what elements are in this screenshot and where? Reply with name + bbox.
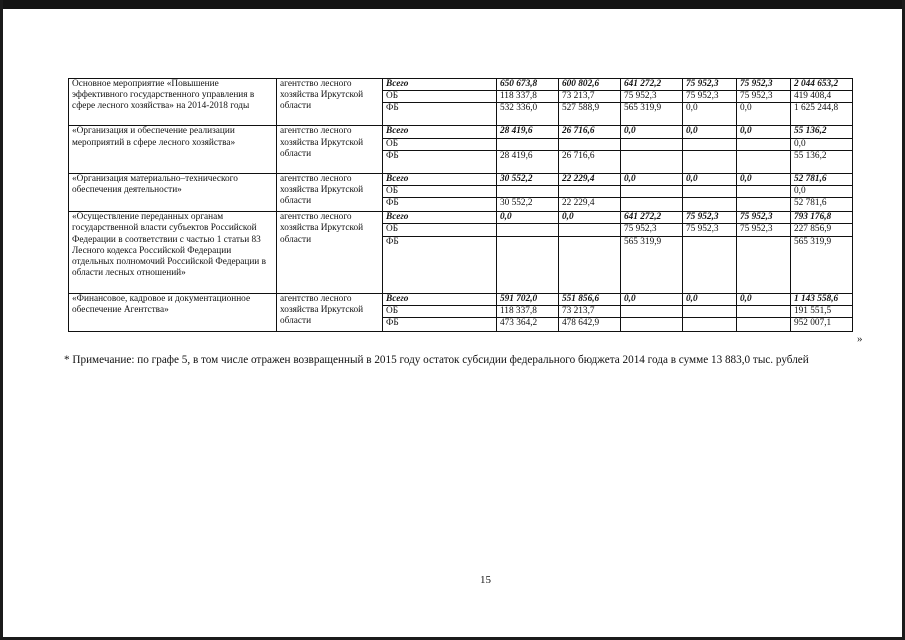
amount-cell bbox=[737, 186, 791, 198]
amount-cell: 0,0 bbox=[683, 173, 737, 185]
scan-border-top bbox=[0, 0, 905, 9]
funding-type: Всего bbox=[383, 293, 497, 305]
amount-cell bbox=[621, 150, 683, 173]
amount-cell bbox=[621, 138, 683, 150]
amount-cell bbox=[683, 150, 737, 173]
amount-cell: 22 229,4 bbox=[559, 198, 621, 212]
table-row bbox=[69, 173, 853, 185]
amount-cell: 641 272,2 bbox=[621, 212, 683, 224]
table-row bbox=[69, 212, 853, 224]
funding-type: ОБ bbox=[383, 138, 497, 150]
amount-cell: 0,0 bbox=[791, 186, 853, 198]
amount-cell: 0,0 bbox=[621, 173, 683, 185]
amount-cell: 55 136,2 bbox=[791, 150, 853, 173]
amount-cell: 532 336,0 bbox=[497, 103, 559, 126]
amount-cell: 28 419,6 bbox=[497, 150, 559, 173]
amount-cell: 793 176,8 bbox=[791, 212, 853, 224]
amount-cell bbox=[497, 236, 559, 293]
table-row bbox=[69, 126, 853, 138]
amount-cell bbox=[683, 186, 737, 198]
funding-type: ОБ bbox=[383, 186, 497, 198]
funding-type: ОБ bbox=[383, 305, 497, 317]
amount-cell: 0,0 bbox=[791, 138, 853, 150]
amount-cell bbox=[559, 138, 621, 150]
amount-cell: 75 952,3 bbox=[621, 224, 683, 236]
amount-cell: 952 007,1 bbox=[791, 318, 853, 332]
measure-name: «Осуществление переданных органам государственной власти субъектов Российской Федерации в соответствии с частью 1 статьи 83 Лесного кодекса Российской Федерации отдельных полномочий Российской Федерации в области лесных отношений» bbox=[69, 212, 277, 293]
closing-quote: » bbox=[857, 333, 863, 345]
amount-cell: 75 952,3 bbox=[737, 79, 791, 91]
amount-cell bbox=[737, 305, 791, 317]
amount-cell bbox=[497, 224, 559, 236]
measure-name: «Финансовое, кадровое и документационное обеспечение Агентства» bbox=[69, 293, 277, 331]
amount-cell: 478 642,9 bbox=[559, 318, 621, 332]
amount-cell: 641 272,2 bbox=[621, 79, 683, 91]
funding-type: ФБ bbox=[383, 236, 497, 293]
scan-border-left bbox=[0, 0, 3, 640]
amount-cell bbox=[497, 186, 559, 198]
table-row bbox=[69, 79, 853, 91]
executor: агентство лесного хозяйства Иркутской области bbox=[277, 173, 383, 211]
amount-cell: 26 716,6 bbox=[559, 150, 621, 173]
amount-cell: 52 781,6 bbox=[791, 198, 853, 212]
amount-cell bbox=[621, 198, 683, 212]
measure-name: Основное мероприятие «Повышение эффективного государственного управления в сфере лесного хозяйства» на 2014-2018 годы bbox=[69, 79, 277, 126]
amount-cell: 1 143 558,6 bbox=[791, 293, 853, 305]
amount-cell bbox=[737, 150, 791, 173]
amount-cell: 30 552,2 bbox=[497, 173, 559, 185]
funding-type: ФБ bbox=[383, 103, 497, 126]
funding-type: Всего bbox=[383, 126, 497, 138]
amount-cell: 75 952,3 bbox=[737, 224, 791, 236]
funding-type: ОБ bbox=[383, 224, 497, 236]
amount-cell: 75 952,3 bbox=[621, 91, 683, 103]
amount-cell: 28 419,6 bbox=[497, 126, 559, 138]
amount-cell bbox=[683, 198, 737, 212]
amount-cell: 565 319,9 bbox=[621, 236, 683, 293]
amount-cell: 0,0 bbox=[737, 173, 791, 185]
amount-cell: 73 213,7 bbox=[559, 305, 621, 317]
amount-cell bbox=[737, 318, 791, 332]
amount-cell: 0,0 bbox=[683, 126, 737, 138]
page-number: 15 bbox=[480, 574, 491, 586]
amount-cell: 419 408,4 bbox=[791, 91, 853, 103]
amount-cell bbox=[683, 318, 737, 332]
executor: агентство лесного хозяйства Иркутской области bbox=[277, 212, 383, 293]
amount-cell: 591 702,0 bbox=[497, 293, 559, 305]
amount-cell bbox=[559, 186, 621, 198]
amount-cell bbox=[559, 236, 621, 293]
executor: агентство лесного хозяйства Иркутской области bbox=[277, 293, 383, 331]
budget-table bbox=[68, 78, 853, 332]
amount-cell bbox=[559, 224, 621, 236]
amount-cell: 527 588,9 bbox=[559, 103, 621, 126]
amount-cell: 73 213,7 bbox=[559, 91, 621, 103]
amount-cell: 565 319,9 bbox=[791, 236, 853, 293]
amount-cell: 1 625 244,8 bbox=[791, 103, 853, 126]
amount-cell bbox=[737, 236, 791, 293]
funding-type: ФБ bbox=[383, 150, 497, 173]
amount-cell: 52 781,6 bbox=[791, 173, 853, 185]
amount-cell: 565 319,9 bbox=[621, 103, 683, 126]
amount-cell: 600 802,6 bbox=[559, 79, 621, 91]
amount-cell: 118 337,8 bbox=[497, 91, 559, 103]
funding-type: Всего bbox=[383, 212, 497, 224]
amount-cell: 22 229,4 bbox=[559, 173, 621, 185]
amount-cell: 118 337,8 bbox=[497, 305, 559, 317]
amount-cell: 26 716,6 bbox=[559, 126, 621, 138]
amount-cell: 75 952,3 bbox=[683, 91, 737, 103]
amount-cell: 2 044 653,2 bbox=[791, 79, 853, 91]
executor: агентство лесного хозяйства Иркутской области bbox=[277, 79, 383, 126]
funding-type: ФБ bbox=[383, 198, 497, 212]
amount-cell: 75 952,3 bbox=[683, 79, 737, 91]
amount-cell: 75 952,3 bbox=[737, 212, 791, 224]
amount-cell: 551 856,6 bbox=[559, 293, 621, 305]
amount-cell: 473 364,2 bbox=[497, 318, 559, 332]
funding-type: Всего bbox=[383, 173, 497, 185]
amount-cell bbox=[683, 305, 737, 317]
amount-cell bbox=[683, 236, 737, 293]
amount-cell: 0,0 bbox=[621, 126, 683, 138]
amount-cell: 650 673,8 bbox=[497, 79, 559, 91]
amount-cell bbox=[621, 318, 683, 332]
amount-cell bbox=[497, 138, 559, 150]
funding-type: ОБ bbox=[383, 91, 497, 103]
amount-cell: 0,0 bbox=[559, 212, 621, 224]
amount-cell: 55 136,2 bbox=[791, 126, 853, 138]
amount-cell: 0,0 bbox=[737, 126, 791, 138]
amount-cell: 0,0 bbox=[683, 103, 737, 126]
funding-type: ФБ bbox=[383, 318, 497, 332]
footnote: * Примечание: по графе 5, в том числе отражен возвращенный в 2015 году остаток субсидии федерального бюджета 2014 года в сумме 13 883,0 тыс. рублей bbox=[64, 354, 809, 366]
amount-cell: 0,0 bbox=[621, 293, 683, 305]
amount-cell bbox=[737, 198, 791, 212]
measure-name: «Организация материально–технического обеспечения деятельности» bbox=[69, 173, 277, 211]
amount-cell: 0,0 bbox=[683, 293, 737, 305]
amount-cell bbox=[683, 138, 737, 150]
amount-cell bbox=[621, 305, 683, 317]
amount-cell: 191 551,5 bbox=[791, 305, 853, 317]
amount-cell: 0,0 bbox=[497, 212, 559, 224]
amount-cell bbox=[737, 138, 791, 150]
amount-cell: 30 552,2 bbox=[497, 198, 559, 212]
executor: агентство лесного хозяйства Иркутской области bbox=[277, 126, 383, 173]
amount-cell: 75 952,3 bbox=[683, 212, 737, 224]
amount-cell bbox=[621, 186, 683, 198]
amount-cell: 0,0 bbox=[737, 103, 791, 126]
measure-name: «Организация и обеспечение реализации мероприятий в сфере лесного хозяйства» bbox=[69, 126, 277, 173]
amount-cell: 227 856,9 bbox=[791, 224, 853, 236]
amount-cell: 75 952,3 bbox=[737, 91, 791, 103]
amount-cell: 75 952,3 bbox=[683, 224, 737, 236]
funding-type: Всего bbox=[383, 79, 497, 91]
amount-cell: 0,0 bbox=[737, 293, 791, 305]
table-row bbox=[69, 293, 853, 305]
